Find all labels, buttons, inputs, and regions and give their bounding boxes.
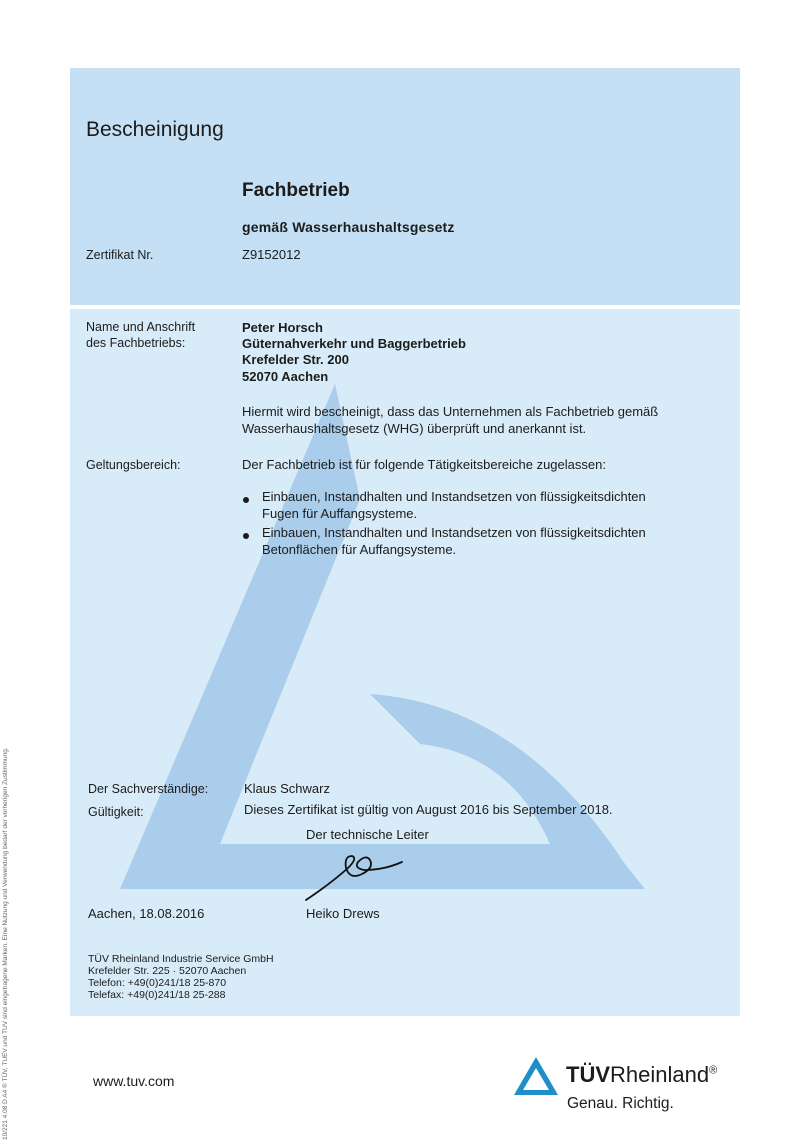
scope-item-2-line2: Betonflächen für Auffangsysteme. — [262, 542, 457, 557]
validity-text: Dieses Zertifikat ist gültig von August 2016 bis September 2018. — [244, 802, 613, 817]
issuer-fax: Telefax: +49(0)241/18 25-288 — [88, 989, 226, 1001]
scope-item-1-line1: Einbauen, Instandhalten und Instandsetzen von flüssigkeitsdichten — [262, 489, 646, 504]
issuer-phone: Telefon: +49(0)241/18 25-870 — [88, 977, 227, 989]
logo-registered: ® — [709, 1064, 718, 1077]
bullet-2 — [243, 533, 249, 539]
header-panel — [70, 68, 740, 305]
side-legal-text: 10/221 4.08 D A4 ® TÜV, TUEV und TUV sind eingetragene Marken. Eine Nutzung und Verwendung bedarf der vorherigen Zustimmung. — [2, 747, 9, 1140]
tuv-logo-wordmark — [566, 1062, 717, 1088]
company-city: 52070 Aachen — [242, 369, 329, 384]
scope-item-1-line2: Fugen für Auffangsysteme. — [262, 506, 418, 521]
signer-role: Der technische Leiter — [306, 827, 429, 842]
signer-name: Heiko Drews — [306, 906, 380, 921]
statement-line1: Hiermit wird bescheinigt, dass das Unternehmen als Fachbetrieb gemäß — [242, 404, 659, 419]
certificate-subtitle: gemäß Wasserhaushaltsgesetz — [242, 219, 455, 235]
expert-name: Klaus Schwarz — [244, 781, 330, 796]
company-business: Güternahverkehr und Baggerbetrieb — [242, 336, 466, 351]
issuer-name: TÜV Rheinland Industrie Service GmbH — [88, 953, 274, 965]
issuer-address: Krefelder Str. 225 · 52070 Aachen — [88, 965, 247, 977]
bullet-1 — [243, 497, 249, 503]
certificate-title: Fachbetrieb — [242, 180, 350, 201]
logo-rheinland: Rheinland — [610, 1062, 710, 1087]
document-heading: Bescheinigung — [86, 118, 224, 141]
scope-label: Geltungsbereich: — [86, 458, 181, 472]
cert-number-label: Zertifikat Nr. — [86, 248, 154, 262]
expert-label: Der Sachverständige: — [88, 782, 209, 796]
place-date: Aachen, 18.08.2016 — [88, 906, 205, 921]
validity-label: Gültigkeit: — [88, 805, 144, 819]
signature-scribble — [300, 848, 410, 904]
scope-item-2-line1: Einbauen, Instandhalten und Instandsetzen von flüssigkeitsdichten — [262, 525, 646, 540]
company-label-line2: des Fachbetriebs: — [86, 336, 186, 350]
logo-claim: Genau. Richtig. — [567, 1095, 674, 1112]
website-link[interactable]: www.tuv.com — [93, 1073, 175, 1089]
tuv-logo-triangle-icon — [512, 1055, 560, 1097]
scope-intro: Der Fachbetrieb ist für folgende Tätigkeitsbereiche zugelassen: — [242, 457, 606, 472]
statement-line2: Wasserhaushaltsgesetz (WHG) überprüft und anerkannt ist. — [242, 421, 587, 436]
company-name: Peter Horsch — [242, 320, 323, 335]
company-label-line1: Name und Anschrift — [86, 320, 196, 334]
logo-tuv: TÜV — [566, 1062, 610, 1087]
cert-number: Z9152012 — [242, 247, 301, 262]
company-street: Krefelder Str. 200 — [242, 352, 349, 367]
